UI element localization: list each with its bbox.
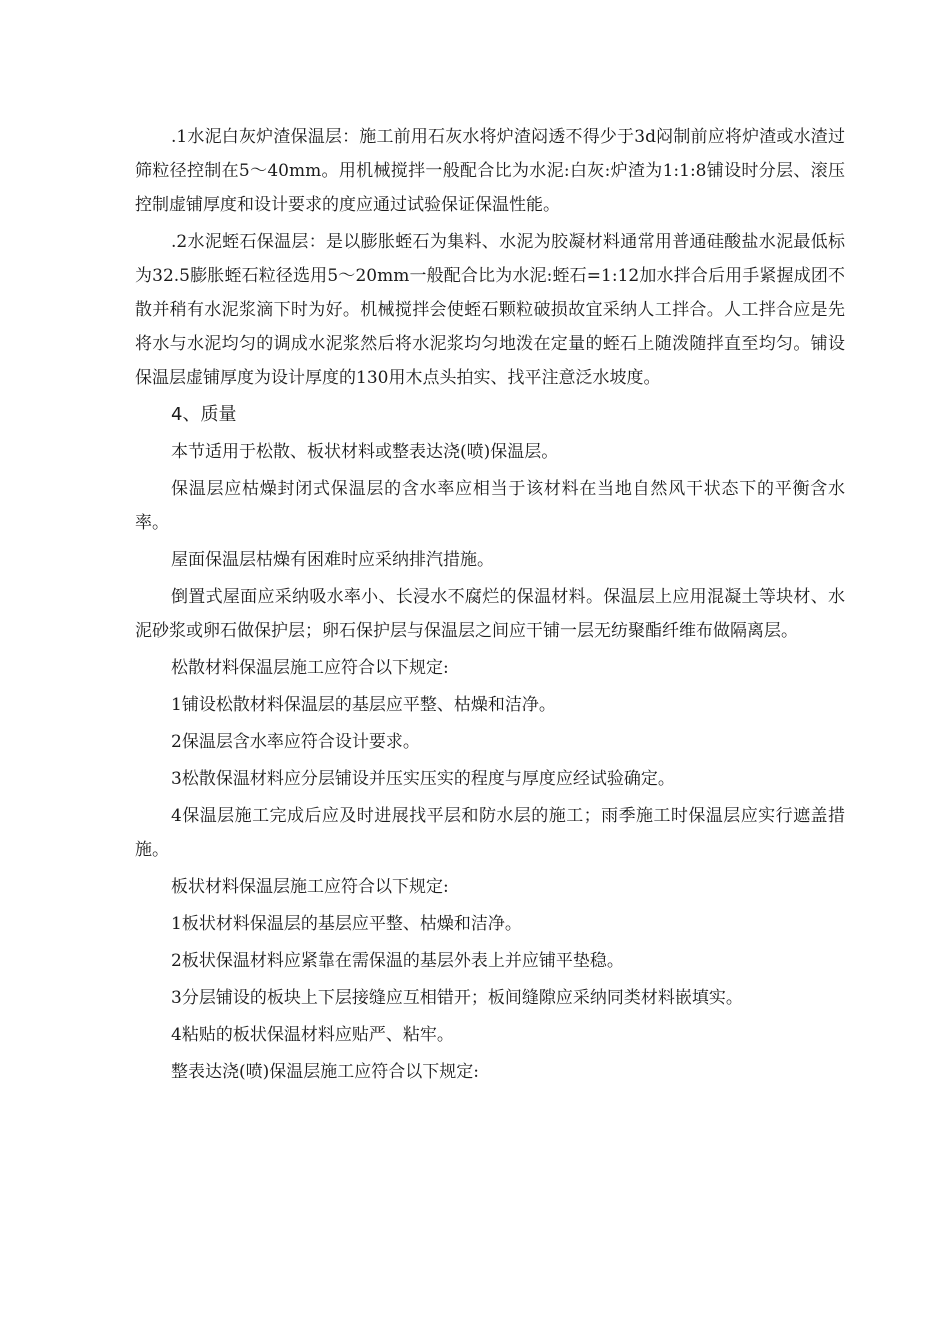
list-item-board-4: 4粘贴的板状保温材料应贴严、粘牢。 bbox=[171, 1025, 454, 1045]
list-item-board-3: 3分层铺设的板块上下层接缝应互相错开；板间缝隙应采纳同类材料嵌填实。 bbox=[171, 988, 743, 1008]
list-item-board-2: 2板状保温材料应紧靠在需保温的基层外表上并应铺平垫稳。 bbox=[171, 951, 624, 971]
list-item-board-1: 1板状材料保温层的基层应平整、枯燥和洁净。 bbox=[171, 914, 522, 934]
paragraph-inverted-roof: 倒置式屋面应采纳吸水率小、长浸水不腐烂的保温材料。保温层上应用混凝土等块材、水泥砂浆或卵石做保护层；卵石保护层与保温层之间应干铺一层无纺聚酯纤维布做隔离层。 bbox=[135, 587, 845, 641]
list-item-loose-4: 4保温层施工完成后应及时进展找平层和防水层的施工；雨季施工时保温层应实行遮盖措施。 bbox=[135, 806, 845, 860]
section-heading-quality: 4、质量 bbox=[171, 404, 237, 425]
paragraph-cement-vermiculite: .2水泥蛭石保温层：是以膨胀蛭石为集料、水泥为胶凝材料通常用普通硅酸盐水泥最低标为32.5膨胀蛭石粒径选用5～20mm一般配合比为水泥:蛭石=1:12加水拌合后用手紧握成团不散并稍有水泥浆滴下时为好。机械搅拌会使蛭石颗粒破损故宜采纳人工拌合。人工拌合应是先将水与水泥均匀的调成水泥浆然后将水泥浆均匀地泼在定量的蛭石上随泼随拌直至均匀。铺设保温层虚铺厚度为设计厚度的130用木点头拍实、找平注意泛水坡度。 bbox=[135, 232, 845, 388]
paragraph-loose-material-rules: 松散材料保温层施工应符合以下规定: bbox=[171, 658, 449, 678]
paragraph-scope: 本节适用于松散、板状材料或整表达浇(喷)保温层。 bbox=[171, 442, 559, 462]
document-body bbox=[135, 120, 845, 1089]
paragraph-monolithic-pour-rules: 整表达浇(喷)保温层施工应符合以下规定: bbox=[171, 1062, 479, 1082]
paragraph-cement-lime-slag: .1水泥白灰炉渣保温层：施工前用石灰水将炉渣闷透不得少于3d闷制前应将炉渣或水渣过筛粒径控制在5～40mm。用机械搅拌一般配合比为水泥:白灰:炉渣为1:1:8铺设时分层、滚压控制虚铺厚度和设计要求的度应通过试验保证保温性能。 bbox=[135, 127, 845, 215]
paragraph-venting: 屋面保温层枯燥有困难时应采纳排汽措施。 bbox=[171, 550, 494, 570]
paragraph-moisture: 保温层应枯燥封闭式保温层的含水率应相当于该材料在当地自然风干状态下的平衡含水率。 bbox=[135, 479, 845, 533]
paragraph-board-material-rules: 板状材料保温层施工应符合以下规定: bbox=[171, 877, 449, 897]
list-item-loose-3: 3松散保温材料应分层铺设并压实压实的程度与厚度应经试验确定。 bbox=[171, 769, 675, 789]
list-item-loose-2: 2保温层含水率应符合设计要求。 bbox=[171, 732, 420, 752]
list-item-loose-1: 1铺设松散材料保温层的基层应平整、枯燥和洁净。 bbox=[171, 695, 556, 715]
